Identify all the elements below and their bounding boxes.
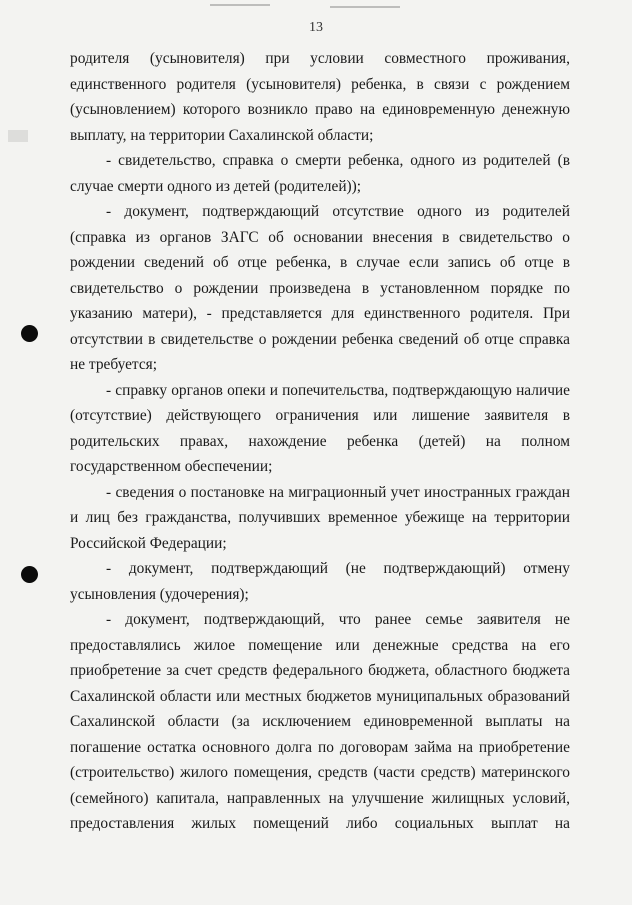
paragraph: - документ, подтверждающий, что ранее семье заявителя не предоставлялись жилое помещение или денежные средства на его приобретение за счет средств федерального бюджета, областного бюджета Сахалинской области или местных бюджетов муниципальных образований Сахалинской области (за исключением единовременной выплаты на погашение остатка основного долга по договорам займа на приобретение (строительство) жилого помещения, средств (части средств) материнского (семейного) капитала, направленных на улучшение жилищных условий, предоставления жилых помещений либо социальных выплат на — [70, 611, 570, 832]
paragraph: - справку органов опеки и попечительства, подтверждающую наличие (отсутствие) действующего ограничения или лишение заявителя в родительских правах, нахождение ребенка (детей) на полном государственном обеспечении; — [70, 381, 570, 475]
paragraph: - документ, подтверждающий (не подтверждающий) отмену усыновления (удочерения); — [70, 560, 570, 603]
scan-noise — [8, 130, 28, 142]
paragraph: - сведения о постановке на миграционный учет иностранных граждан и лиц без гражданства, получивших временное убежище на территории Российской Федерации; — [70, 483, 570, 552]
paragraph: - свидетельство, справка о смерти ребенка, одного из родителей (в случае смерти одного из детей (родителей)); — [70, 152, 570, 195]
binder-hole-bottom — [21, 566, 38, 583]
paragraph: родителя (усыновителя) при условии совместного проживания, единственного родителя (усыновителя) ребенка, в связи с рождением (усыновлением) которого возникло право на единовременную денежную выплату, на территории Сахалинской области; — [70, 50, 570, 144]
scan-noise — [330, 6, 400, 8]
page-number: 13 — [309, 20, 323, 35]
scan-noise — [210, 4, 270, 6]
paragraph: - документ, подтверждающий отсутствие одного из родителей (справка из органов ЗАГС об основании внесения в свидетельство о рождении сведений об отце ребенка, в случае если запись об отце в свидетельство о рождении произведена в установленном порядке по указанию матери), - представляется для единственного родителя. При отсутствии в свидетельстве о рождении ребенка сведений об отце справка не требуется; — [70, 203, 570, 373]
binder-hole-top — [21, 325, 38, 342]
document-body — [70, 46, 570, 837]
